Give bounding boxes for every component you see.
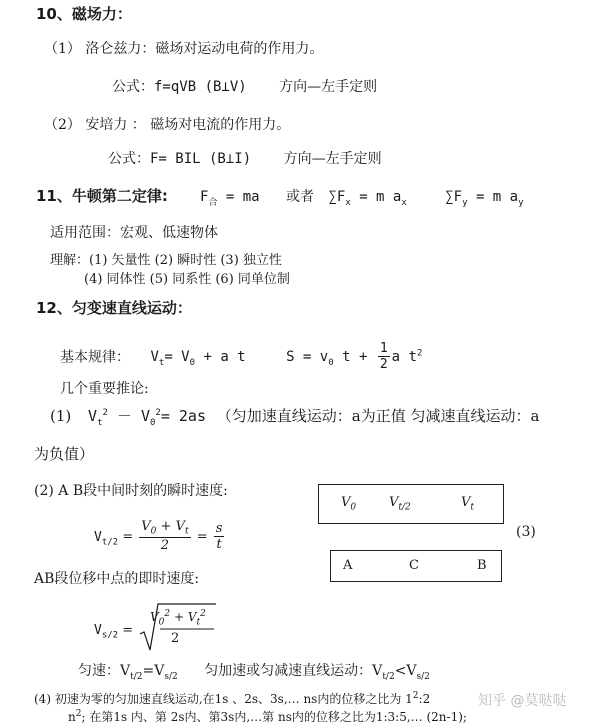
- ampere-force-definition: （2） 安培力 ： 磁场对电流的作用力。: [44, 117, 291, 133]
- rms-velocity-numerator: $V_0^2 + V_t^2$: [150, 609, 206, 628]
- uniform-motion-relation: 匀速：$V_{t/2}=V_{s/2}$: [78, 663, 178, 682]
- accelerated-motion-relation: 匀加速或匀减速直线运动：$V_{t/2}<V_{s/2}$: [204, 663, 430, 682]
- point-b-label: B: [477, 558, 487, 573]
- vt-label: $V_t$: [461, 495, 475, 513]
- section-12-heading: 12、匀变速直线运动：: [36, 299, 192, 317]
- one-half-fraction: $\frac{1}{2}$: [379, 341, 388, 373]
- mid-time-velocity-formula: $V_{t/2}$ = $\frac{V_0 + V_t}{2}$ = $\frac{s}{t}$: [94, 519, 223, 554]
- formula-label: 公式：: [108, 151, 150, 167]
- velocity-time-equation: $V_t= V_0 + a$ t: [150, 349, 246, 369]
- velocity-comparison-line: [78, 664, 430, 683]
- inferences-title: 几个重要推论:: [60, 381, 149, 397]
- point-a-label: A: [343, 558, 353, 573]
- y-component-formula: $\sum F_y = m$ $a_y$: [445, 189, 524, 208]
- lorentz-direction-rule: 方向—左手定则: [279, 79, 378, 95]
- ampere-formula-line: [108, 152, 382, 167]
- basic-law-line: [60, 342, 422, 373]
- ampere-formula: F= BIL (B⊥I): [150, 151, 252, 167]
- scope-of-application: 适用范围：宏观、低速物体: [50, 225, 218, 241]
- formula-label: 公式：: [112, 79, 154, 95]
- ampere-direction-rule: 方向—左手定则: [283, 151, 382, 167]
- velocity-displacement-formula: $V_t^2 - V_0^2= 2as$: [88, 407, 206, 428]
- v0-label: $V_0$: [341, 495, 357, 513]
- inference-3-title: AB段位移中点的即时速度:: [34, 571, 200, 587]
- newton-second-law-formulas: [200, 190, 524, 209]
- inference-2-title: (2) A B段中间时刻的瞬时速度:: [34, 483, 228, 499]
- position-diagram-box: [330, 550, 502, 582]
- rms-velocity-denominator: 2: [171, 631, 180, 646]
- inference-4-line-1: (4) 初速为零的匀加速直线运动,在1s 、2s、3s,… ns内的位移之比为 $1^2:2$: [34, 691, 431, 706]
- understanding-row-2: (4) 同体性 (5) 同系性 (6) 同单位制: [84, 272, 290, 287]
- mid-position-velocity-label: $V_{s/2}$ =: [94, 623, 134, 641]
- lorentz-formula-line: [112, 80, 377, 95]
- section-10-heading: 10、磁场力：: [36, 5, 132, 23]
- inference-1-continued: 为负值）: [34, 445, 95, 463]
- v-half-time-label: $V_{t/2}$: [389, 495, 411, 513]
- x-component-formula: $\sum F_x = m$ $a_x$: [328, 189, 407, 208]
- basic-law-label: 基本规律：: [60, 349, 130, 366]
- understanding-row-1: 理解：(1) 矢量性 (2) 瞬时性 (3) 独立性: [50, 253, 282, 268]
- displacement-equation: $S = v_0$ t + $\frac{1}{2}$ a $t^2$: [286, 341, 423, 373]
- inference-3-number: (3): [516, 524, 536, 540]
- section-11-heading: 11、牛顿第二定律:: [36, 187, 168, 205]
- average-velocity-fraction: $\frac{V_0 + V_t}{2}$: [141, 519, 189, 554]
- lorentz-force-definition: （1） 洛仑兹力：磁场对运动电荷的作用力。: [44, 41, 324, 57]
- velocity-diagram-box: [318, 484, 504, 524]
- net-force-formula: $F_合$ = ma: [200, 189, 260, 208]
- lorentz-formula: f=qVB (B⊥V): [154, 79, 247, 95]
- inference-1-note: （匀加速直线运动：a为正值 匀减速直线运动：a: [216, 407, 540, 425]
- inference-4-line-2: $n^2$; 在第1s 内、第 2s内、第3s内,…第 ns内的位移之比为1:3:5,… (2n-1);: [68, 709, 467, 724]
- inference-1-line: (1) $V_t^2 - V_0^2= 2as$ （匀加速直线运动：a为正值 匀减速直线运动：a: [50, 407, 540, 428]
- distance-over-time-fraction: $\frac{s}{t}$: [215, 520, 223, 552]
- point-c-label: C: [409, 558, 419, 573]
- zhihu-watermark: 知乎 @莫哒哒: [478, 693, 567, 709]
- or-text: 或者: [286, 189, 315, 205]
